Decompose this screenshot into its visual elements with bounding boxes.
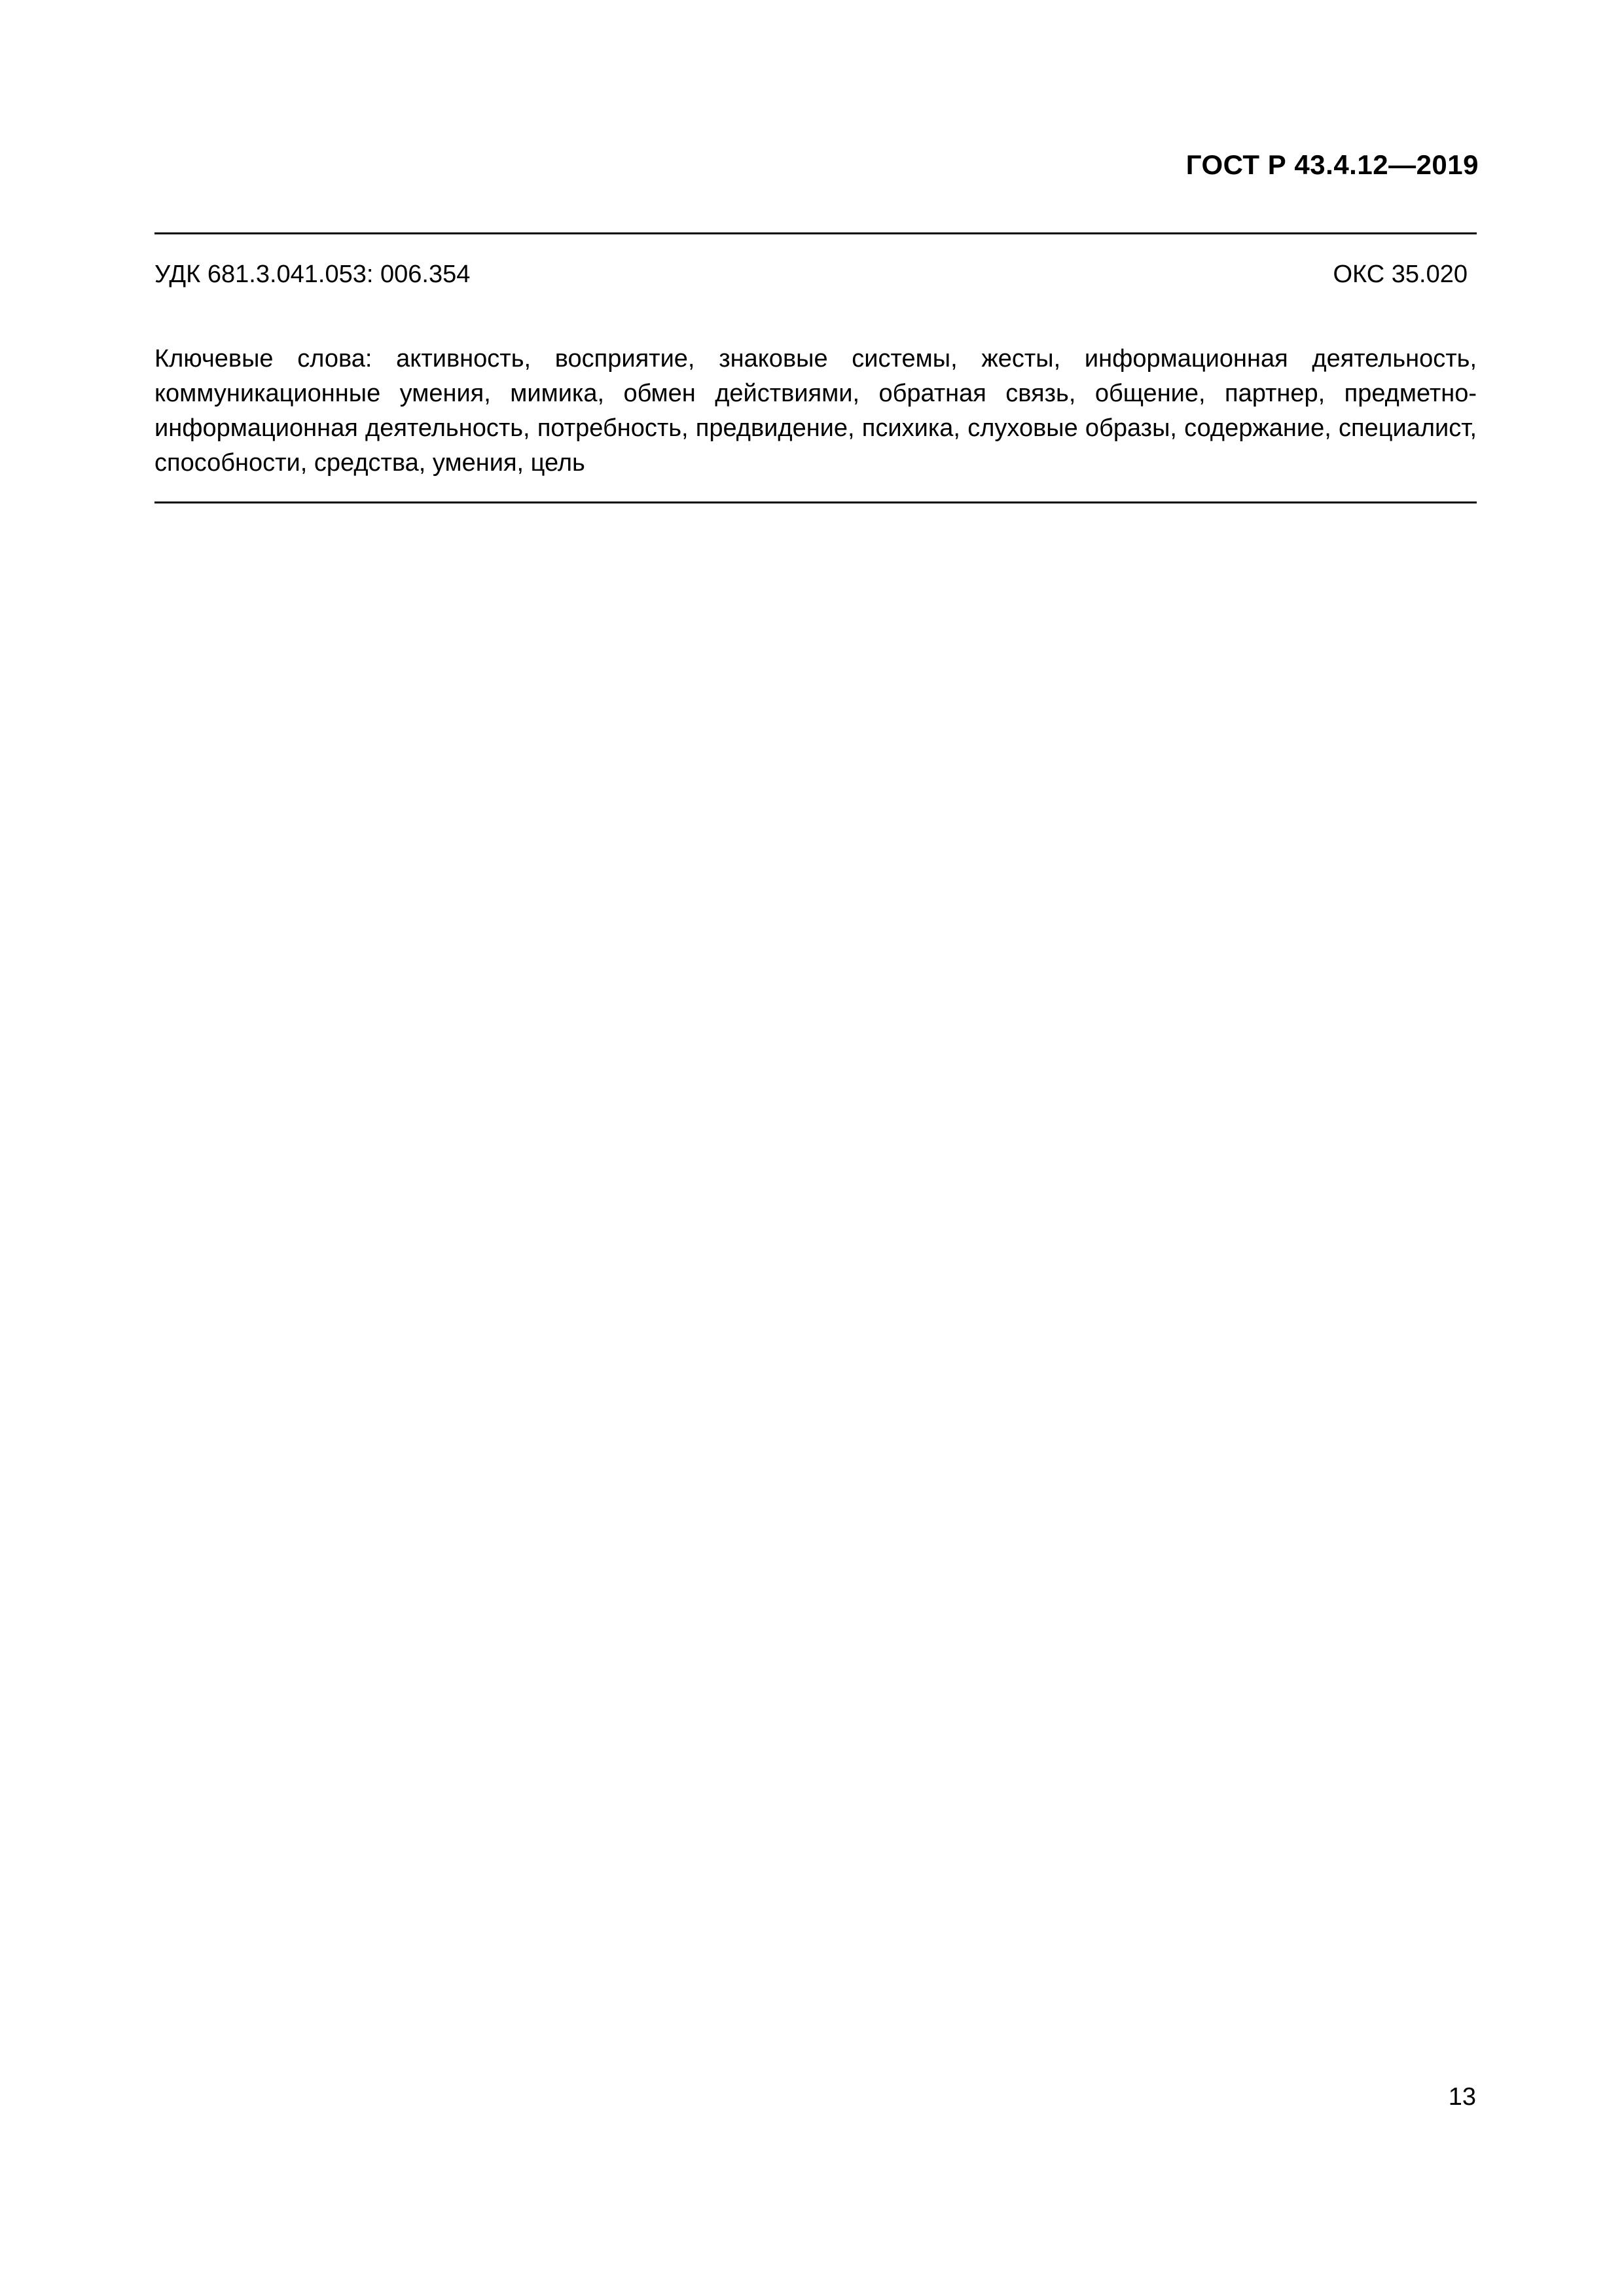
- oks-code: ОКС 35.020: [1333, 261, 1468, 288]
- keywords-paragraph: Ключевые слова: активность, восприятие, знаковые системы, жесты, информационная деятельность, коммуникационные умения, мимика, обмен действиями, обратная связь, общение, партнер, предметно-информационная деятельность, потребность, предвидение, психика, слуховые образы, содержание, специалист, способности, средства, умения, цель: [154, 345, 1477, 477]
- standard-designation: ГОСТ Р 43.4.12—2019: [1185, 149, 1479, 180]
- classification-row: [154, 261, 1468, 295]
- page-number: 13: [1448, 2083, 1476, 2111]
- top-divider: [154, 232, 1477, 234]
- udc-code: УДК 681.3.041.053: 006.354: [154, 261, 471, 288]
- bottom-divider: [154, 501, 1477, 503]
